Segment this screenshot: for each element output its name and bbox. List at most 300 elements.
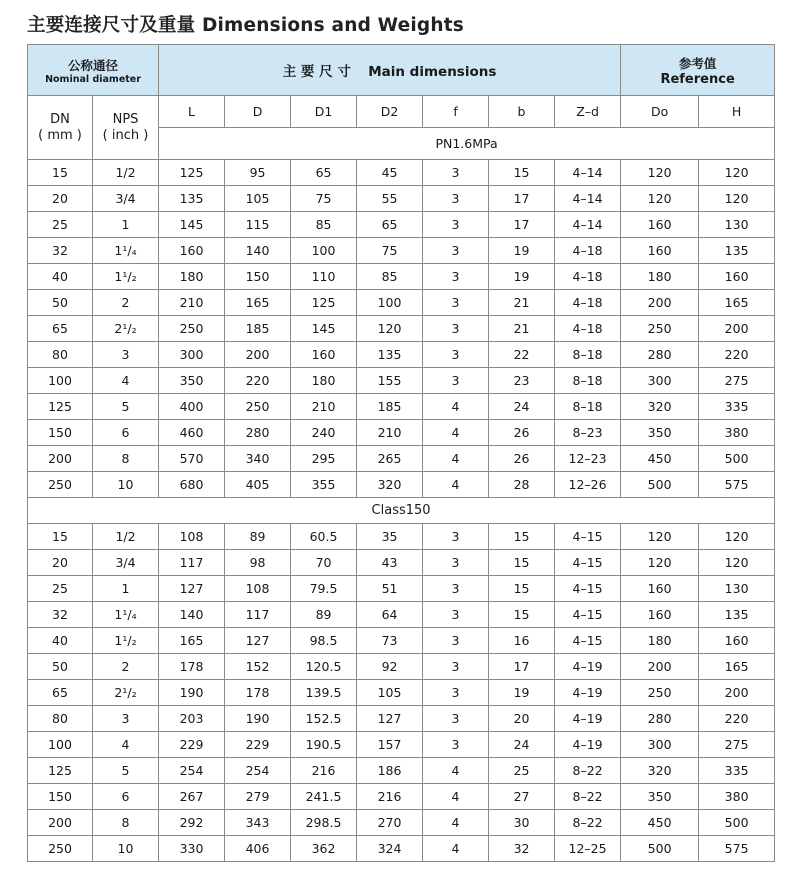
table-cell: 100 (357, 290, 423, 316)
table-cell: 680 (159, 472, 225, 498)
table-cell: 280 (621, 342, 699, 368)
table-cell: 4 (423, 472, 489, 498)
table-cell: 145 (159, 212, 225, 238)
table-row (28, 472, 775, 498)
table-cell: 23 (489, 368, 555, 394)
table-cell: 4–14 (555, 160, 621, 186)
table-cell: 4–15 (555, 550, 621, 576)
table-cell: 26 (489, 446, 555, 472)
table-cell: 4 (93, 368, 159, 394)
table-cell: 2¹/₂ (93, 680, 159, 706)
table-cell: 450 (621, 810, 699, 836)
table-cell: 15 (489, 576, 555, 602)
table-cell: 265 (357, 446, 423, 472)
table-cell: 100 (28, 732, 93, 758)
table-cell: 5 (93, 394, 159, 420)
col-header-d: D (225, 96, 291, 128)
table-row (28, 758, 775, 784)
table-cell: 178 (225, 680, 291, 706)
table-cell: 120 (621, 524, 699, 550)
table-cell: 127 (159, 576, 225, 602)
table-cell: 220 (699, 706, 775, 732)
table-cell: 210 (159, 290, 225, 316)
table-cell: 120 (699, 550, 775, 576)
table-cell: 8–18 (555, 394, 621, 420)
table-cell: 3 (423, 290, 489, 316)
table-cell: 250 (28, 472, 93, 498)
table-cell: 127 (225, 628, 291, 654)
table-cell: 16 (489, 628, 555, 654)
table-cell: 8–22 (555, 810, 621, 836)
table-row (28, 576, 775, 602)
reference-en: Reference (660, 71, 735, 87)
table-cell: 55 (357, 186, 423, 212)
table-cell: 15 (28, 160, 93, 186)
table-cell: 17 (489, 212, 555, 238)
table-cell: 120 (699, 524, 775, 550)
table-cell: 80 (28, 706, 93, 732)
table-cell: 60.5 (291, 524, 357, 550)
table-cell: 2¹/₂ (93, 316, 159, 342)
table-row (28, 394, 775, 420)
table-cell: 108 (225, 576, 291, 602)
table-cell: 22 (489, 342, 555, 368)
table-cell: 160 (621, 602, 699, 628)
table-cell: 500 (699, 810, 775, 836)
table-cell: 89 (291, 602, 357, 628)
table-cell: 3 (423, 368, 489, 394)
table-cell: 108 (159, 524, 225, 550)
table-cell: 4–15 (555, 576, 621, 602)
table-cell: 4–19 (555, 680, 621, 706)
table-cell: 3/4 (93, 186, 159, 212)
table-cell: 12–25 (555, 836, 621, 862)
table-cell: 575 (699, 836, 775, 862)
table-cell: 350 (621, 420, 699, 446)
table-cell: 1¹/₂ (93, 628, 159, 654)
table-cell: 3 (423, 602, 489, 628)
table-cell: 152.5 (291, 706, 357, 732)
main-dimensions-zh: 主 要 尺 寸 (282, 64, 351, 80)
table-cell: 185 (225, 316, 291, 342)
table-cell: 65 (28, 316, 93, 342)
table-cell: 32 (28, 238, 93, 264)
table-row (28, 290, 775, 316)
table-cell: 160 (621, 238, 699, 264)
table-cell: 4–14 (555, 186, 621, 212)
table-cell: 4–19 (555, 706, 621, 732)
table-cell: 25 (28, 212, 93, 238)
table-cell: 4–18 (555, 316, 621, 342)
col-header-f: f (423, 96, 489, 128)
table-cell: 330 (159, 836, 225, 862)
table-cell: 500 (699, 446, 775, 472)
section-label: Class150 (28, 498, 775, 524)
table-cell: 190 (225, 706, 291, 732)
col-header-z-d: Z–d (555, 96, 621, 128)
table-cell: 250 (225, 394, 291, 420)
table-cell: 3 (423, 342, 489, 368)
table-cell: 4 (423, 758, 489, 784)
table-cell: 190.5 (291, 732, 357, 758)
nps-label: NPS (112, 111, 139, 127)
table-cell: 210 (291, 394, 357, 420)
col-header-do: Do (621, 96, 699, 128)
table-row (28, 732, 775, 758)
table-cell: 8 (93, 446, 159, 472)
table-cell: 150 (28, 420, 93, 446)
nps-header (93, 96, 159, 160)
table-cell: 570 (159, 446, 225, 472)
table-cell: 15 (28, 524, 93, 550)
table-cell: 8–18 (555, 342, 621, 368)
table-cell: 4 (423, 394, 489, 420)
table-cell: 2 (93, 654, 159, 680)
table-cell: 160 (291, 342, 357, 368)
table-cell: 95 (225, 160, 291, 186)
table-cell: 130 (699, 576, 775, 602)
table-cell: 250 (621, 316, 699, 342)
table-cell: 203 (159, 706, 225, 732)
table-cell: 3 (423, 238, 489, 264)
table-cell: 254 (225, 758, 291, 784)
table-cell: 220 (699, 342, 775, 368)
table-cell: 8–22 (555, 758, 621, 784)
table-cell: 320 (621, 758, 699, 784)
table-cell: 200 (699, 680, 775, 706)
table-cell: 200 (621, 290, 699, 316)
table-cell: 26 (489, 420, 555, 446)
header-row-group (28, 45, 775, 96)
table-cell: 335 (699, 394, 775, 420)
table-cell: 343 (225, 810, 291, 836)
table-cell: 250 (159, 316, 225, 342)
table-row (28, 524, 775, 550)
table-cell: 117 (159, 550, 225, 576)
table-cell: 3 (423, 264, 489, 290)
table-cell: 73 (357, 628, 423, 654)
table-cell: 135 (699, 238, 775, 264)
table-cell: 17 (489, 186, 555, 212)
table-cell: 80 (28, 342, 93, 368)
table-cell: 1 (93, 212, 159, 238)
table-cell: 3 (423, 576, 489, 602)
table-cell: 1/2 (93, 160, 159, 186)
table-cell: 165 (159, 628, 225, 654)
table-cell: 165 (699, 290, 775, 316)
table-cell: 3/4 (93, 550, 159, 576)
table-cell: 79.5 (291, 576, 357, 602)
table-cell: 295 (291, 446, 357, 472)
table-row (28, 212, 775, 238)
table-cell: 355 (291, 472, 357, 498)
table-cell: 3 (93, 342, 159, 368)
table-cell: 20 (28, 186, 93, 212)
table-cell: 216 (291, 758, 357, 784)
table-cell: 65 (28, 680, 93, 706)
table-row (28, 342, 775, 368)
table-cell: 335 (699, 758, 775, 784)
table-cell: 12–23 (555, 446, 621, 472)
table-cell: 120 (621, 550, 699, 576)
table-row (28, 264, 775, 290)
table-cell: 4 (93, 732, 159, 758)
table-cell: 298.5 (291, 810, 357, 836)
table-cell: 2 (93, 290, 159, 316)
table-cell: 32 (489, 836, 555, 862)
table-cell: 32 (28, 602, 93, 628)
table-cell: 75 (291, 186, 357, 212)
table-row (28, 316, 775, 342)
table-cell: 4 (423, 420, 489, 446)
table-cell: 65 (357, 212, 423, 238)
table-cell: 4–19 (555, 732, 621, 758)
table-cell: 4–15 (555, 602, 621, 628)
table-cell: 12–26 (555, 472, 621, 498)
table-cell: 19 (489, 264, 555, 290)
table-row (28, 784, 775, 810)
table-cell: 160 (699, 628, 775, 654)
table-cell: 51 (357, 576, 423, 602)
table-cell: 4–18 (555, 264, 621, 290)
table-cell: 120.5 (291, 654, 357, 680)
table-cell: 85 (291, 212, 357, 238)
table-cell: 150 (28, 784, 93, 810)
table-row (28, 628, 775, 654)
dn-unit: ( mm ) (38, 127, 82, 143)
table-cell: 30 (489, 810, 555, 836)
table-cell: 100 (28, 368, 93, 394)
table-cell: 3 (423, 212, 489, 238)
table-cell: 165 (699, 654, 775, 680)
table-cell: 21 (489, 316, 555, 342)
table-cell: 300 (621, 368, 699, 394)
table-cell: 250 (621, 680, 699, 706)
main-dimensions-header (159, 45, 621, 96)
table-cell: 50 (28, 290, 93, 316)
table-cell: 220 (225, 368, 291, 394)
table-row (28, 368, 775, 394)
table-cell: 35 (357, 524, 423, 550)
table-cell: 160 (621, 576, 699, 602)
table-cell: 3 (423, 186, 489, 212)
col-header-d2: D2 (357, 96, 423, 128)
table-cell: 25 (28, 576, 93, 602)
table-row (28, 836, 775, 862)
table-cell: 3 (423, 706, 489, 732)
table-cell: 3 (93, 706, 159, 732)
section-header-row (28, 498, 775, 524)
table-cell: 350 (159, 368, 225, 394)
table-cell: 120 (699, 186, 775, 212)
table-cell: 19 (489, 238, 555, 264)
table-cell: 89 (225, 524, 291, 550)
table-cell: 150 (225, 264, 291, 290)
table-cell: 180 (291, 368, 357, 394)
table-cell: 155 (357, 368, 423, 394)
table-cell: 300 (621, 732, 699, 758)
table-cell: 180 (621, 628, 699, 654)
table-cell: 320 (357, 472, 423, 498)
table-cell: 450 (621, 446, 699, 472)
table-cell: 120 (357, 316, 423, 342)
table-cell: 3 (423, 550, 489, 576)
col-header-h: H (699, 96, 775, 128)
table-cell: 254 (159, 758, 225, 784)
reference-zh: 参考值 (678, 55, 717, 71)
table-cell: 120 (699, 160, 775, 186)
table-cell: 135 (357, 342, 423, 368)
table-cell: 4–14 (555, 212, 621, 238)
table-cell: 15 (489, 602, 555, 628)
table-cell: 15 (489, 524, 555, 550)
table-cell: 21 (489, 290, 555, 316)
table-cell: 157 (357, 732, 423, 758)
table-row (28, 160, 775, 186)
table-cell: 275 (699, 732, 775, 758)
table-cell: 240 (291, 420, 357, 446)
table-cell: 8–22 (555, 784, 621, 810)
table-cell: 4 (423, 810, 489, 836)
table-cell: 3 (423, 160, 489, 186)
table-cell: 280 (621, 706, 699, 732)
table-row (28, 420, 775, 446)
table-cell: 3 (423, 680, 489, 706)
table-cell: 1¹/₂ (93, 264, 159, 290)
column-header-row (28, 96, 775, 128)
table-row (28, 706, 775, 732)
nominal-diameter-zh: 公称通径 (68, 57, 119, 73)
table-cell: 152 (225, 654, 291, 680)
table-cell: 380 (699, 420, 775, 446)
table-cell: 160 (159, 238, 225, 264)
table-cell: 165 (225, 290, 291, 316)
table-cell: 279 (225, 784, 291, 810)
table-cell: 20 (489, 706, 555, 732)
table-cell: 17 (489, 654, 555, 680)
table-cell: 200 (28, 446, 93, 472)
table-cell: 320 (621, 394, 699, 420)
table-cell: 180 (621, 264, 699, 290)
table-cell: 3 (423, 524, 489, 550)
table-cell: 500 (621, 472, 699, 498)
table-cell: 292 (159, 810, 225, 836)
table-cell: 125 (28, 394, 93, 420)
table-cell: 105 (225, 186, 291, 212)
table-cell: 3 (423, 628, 489, 654)
table-cell: 115 (225, 212, 291, 238)
table-cell: 1 (93, 576, 159, 602)
table-cell: 362 (291, 836, 357, 862)
col-header-d1: D1 (291, 96, 357, 128)
table-cell: 25 (489, 758, 555, 784)
table-cell: 241.5 (291, 784, 357, 810)
table-cell: 200 (225, 342, 291, 368)
dn-label: DN (50, 111, 70, 127)
table-cell: 185 (357, 394, 423, 420)
table-cell: 15 (489, 160, 555, 186)
table-row (28, 238, 775, 264)
table-cell: 200 (699, 316, 775, 342)
table-cell: 130 (699, 212, 775, 238)
table-cell: 4–15 (555, 524, 621, 550)
table-cell: 3 (423, 732, 489, 758)
table-cell: 350 (621, 784, 699, 810)
table-cell: 4 (423, 446, 489, 472)
table-cell: 10 (93, 472, 159, 498)
table-cell: 85 (357, 264, 423, 290)
table-cell: 120 (621, 160, 699, 186)
page-title: 主要连接尺寸及重量 Dimensions and Weights (27, 15, 464, 36)
table-cell: 27 (489, 784, 555, 810)
table-cell: 20 (28, 550, 93, 576)
table-cell: 200 (621, 654, 699, 680)
table-cell: 4–15 (555, 628, 621, 654)
table-row (28, 550, 775, 576)
table-cell: 250 (28, 836, 93, 862)
table-cell: 406 (225, 836, 291, 862)
col-header-b: b (489, 96, 555, 128)
table-cell: 125 (159, 160, 225, 186)
table-cell: 1/2 (93, 524, 159, 550)
table-cell: 1¹/₄ (93, 238, 159, 264)
table-row (28, 602, 775, 628)
table-cell: 6 (93, 784, 159, 810)
table-cell: 145 (291, 316, 357, 342)
table-cell: 98.5 (291, 628, 357, 654)
table-cell: 8–18 (555, 368, 621, 394)
nominal-diameter-header (28, 45, 159, 96)
table-cell: 400 (159, 394, 225, 420)
table-cell: 110 (291, 264, 357, 290)
table-cell: 43 (357, 550, 423, 576)
table-cell: 280 (225, 420, 291, 446)
table-cell: 117 (225, 602, 291, 628)
table-cell: 28 (489, 472, 555, 498)
table-cell: 125 (291, 290, 357, 316)
table-cell: 229 (159, 732, 225, 758)
table-cell: 324 (357, 836, 423, 862)
nominal-diameter-en: Nominal diameter (45, 73, 141, 85)
table-cell: 300 (159, 342, 225, 368)
table-row (28, 654, 775, 680)
table-cell: 6 (93, 420, 159, 446)
table-cell: 24 (489, 394, 555, 420)
col-header-l: L (159, 96, 225, 128)
table-cell: 65 (291, 160, 357, 186)
table-row (28, 680, 775, 706)
table-cell: 40 (28, 264, 93, 290)
table-cell: 10 (93, 836, 159, 862)
table-cell: 216 (357, 784, 423, 810)
table-cell: 160 (699, 264, 775, 290)
table-cell: 186 (357, 758, 423, 784)
table-cell: 70 (291, 550, 357, 576)
table-cell: 19 (489, 680, 555, 706)
table-cell: 8–23 (555, 420, 621, 446)
table-cell: 275 (699, 368, 775, 394)
table-cell: 200 (28, 810, 93, 836)
table-cell: 178 (159, 654, 225, 680)
table-cell: 3 (423, 654, 489, 680)
table-cell: 135 (159, 186, 225, 212)
table-row (28, 186, 775, 212)
table-cell: 64 (357, 602, 423, 628)
main-dimensions-en: Main dimensions (368, 64, 497, 80)
table-cell: 127 (357, 706, 423, 732)
table-cell: 75 (357, 238, 423, 264)
table-cell: 3 (423, 316, 489, 342)
